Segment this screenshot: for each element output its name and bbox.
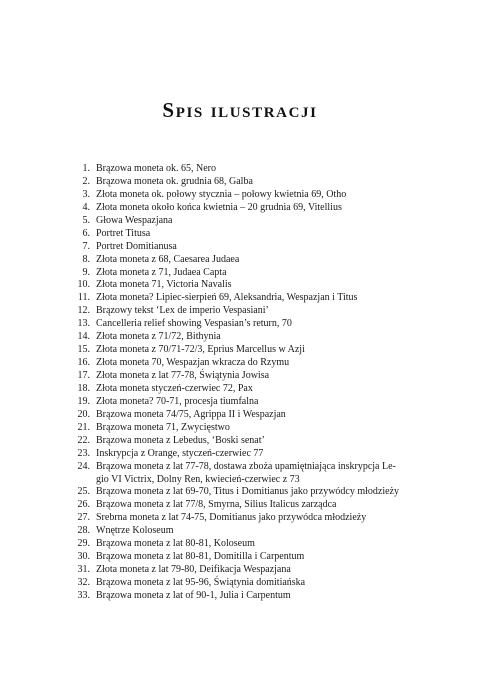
item-number: 1. xyxy=(82,163,90,174)
item-caption: Brązowa moneta ok. 65, Nero xyxy=(96,163,216,174)
item-caption: Brązowa moneta z lat 80-81, Domitilla i Carpentum xyxy=(96,551,305,563)
item-caption: Portret Titusa xyxy=(96,227,151,239)
list-item xyxy=(68,163,413,176)
list-item xyxy=(68,267,413,280)
list-item xyxy=(68,409,413,422)
list-item xyxy=(68,215,413,228)
item-caption: Złota moneta około końca kwietnia – 20 grudnia 69, Vitellius xyxy=(96,201,342,213)
item-number: 15. xyxy=(77,344,90,356)
item-caption: Brązowa moneta z lat 77/8, Smyrna, Silius Italicus zarządca xyxy=(96,499,337,511)
item-caption: Złota moneta z lat 79-80, Deifikacja Wespazjana xyxy=(96,564,291,576)
item-number: 24. xyxy=(77,460,90,472)
item-caption: Brązowa moneta 71, Zwycięstwo xyxy=(96,421,230,433)
item-number: 2. xyxy=(82,175,90,187)
list-item xyxy=(68,486,413,499)
list-item xyxy=(68,370,413,383)
list-item xyxy=(68,344,413,357)
item-caption: Cancelleria relief showing Vespasian’s return, 70 xyxy=(96,318,292,330)
list-item xyxy=(68,551,413,564)
item-number: 9. xyxy=(82,266,90,278)
item-caption: Brązowa moneta z lat 69-70, Titus i Domitianus jako przywódcy młodzieży xyxy=(96,486,399,498)
item-number: 28. xyxy=(77,525,90,537)
list-item xyxy=(68,538,413,551)
item-caption: Brązowa moneta z lat 80-81, Koloseum xyxy=(96,538,255,550)
item-caption: Złota moneta? Lipiec-sierpień 69, Aleksandria, Wespazjan i Titus xyxy=(96,292,358,304)
item-caption: Złota moneta z lat 77-78, Świątynia Jowisa xyxy=(96,370,270,381)
list-item xyxy=(68,512,413,525)
list-item xyxy=(68,305,413,318)
item-number: 26. xyxy=(77,499,90,511)
item-number: 14. xyxy=(77,331,90,343)
list-item xyxy=(68,396,413,409)
item-number: 23. xyxy=(77,447,90,459)
list-item xyxy=(68,448,413,461)
item-caption: Złota moneta z 71/72, Bithynia xyxy=(96,331,221,343)
list-item xyxy=(68,357,413,370)
item-number: 3. xyxy=(82,188,90,200)
list-item xyxy=(68,279,413,292)
list-item xyxy=(68,331,413,344)
list-item xyxy=(68,422,413,435)
list-item xyxy=(68,292,413,305)
item-caption: Głowa Wespazjana xyxy=(96,214,173,226)
item-caption: Brązowa moneta z lat of 90-1, Julia i Carpentum xyxy=(96,589,291,601)
illustration-list xyxy=(68,163,413,603)
list-item xyxy=(68,228,413,241)
page-title: Spis ilustracji xyxy=(162,98,318,122)
item-caption: Brązowa moneta ok. grudnia 68, Galba xyxy=(96,175,253,187)
item-caption: Złota moneta 71, Victoria Navalis xyxy=(96,279,232,291)
item-caption: Złota moneta? 70-71, procesja tiumfalna xyxy=(96,395,259,407)
item-caption: Brązowa moneta z Lebedus, ‘Boski senat’ xyxy=(96,434,265,446)
item-number: 20. xyxy=(77,408,90,420)
item-caption: Złota moneta ok. połowy stycznia – połowy kwietnia 69, Otho xyxy=(96,188,347,200)
item-caption: Złota moneta 70, Wespazjan wkracza do Rzymu xyxy=(96,357,290,369)
list-item xyxy=(68,461,413,487)
list-item xyxy=(68,525,413,538)
list-item xyxy=(68,577,413,590)
list-item xyxy=(68,189,413,202)
list-item xyxy=(68,564,413,577)
item-caption: Złota moneta z 71, Judaea Capta xyxy=(96,266,227,278)
list-item xyxy=(68,202,413,215)
list-item xyxy=(68,254,413,267)
item-caption: Srebrna moneta z lat 74-75, Domitianus jako przywódca młodzieży xyxy=(96,512,367,524)
item-caption: Brązowy tekst ‘Lex de imperio Vespasiani’ xyxy=(96,305,269,317)
item-caption: Inskrypcja z Orange, styczeń-czerwiec 77 xyxy=(96,447,264,459)
item-caption: Złota moneta z 70/71-72/3, Eprius Marcellus w Azji xyxy=(96,344,305,356)
item-caption: Złota moneta styczeń-czerwiec 72, Pax xyxy=(96,382,253,394)
item-number: 8. xyxy=(82,253,90,265)
item-number: 19. xyxy=(77,395,90,407)
item-number: 21. xyxy=(77,421,90,433)
item-caption: Brązowa moneta z lat 95-96, Świątynia domitiańska xyxy=(96,577,306,588)
item-caption: Złota moneta z 68, Caesarea Judaea xyxy=(96,253,240,265)
item-caption: Brązowa moneta 74/75, Agrippa II i Wespazjan xyxy=(96,408,286,420)
item-number: 11. xyxy=(77,292,90,304)
list-item xyxy=(68,176,413,189)
item-number: 31. xyxy=(77,564,90,576)
item-number: 29. xyxy=(77,538,90,550)
list-item xyxy=(68,590,413,603)
item-number: 16. xyxy=(77,357,90,369)
item-number: 6. xyxy=(82,227,90,239)
list-item xyxy=(68,241,413,254)
item-number: 12. xyxy=(77,305,90,317)
list-item xyxy=(68,499,413,512)
item-number: 25. xyxy=(77,486,90,498)
item-number: 33. xyxy=(77,589,90,601)
list-item xyxy=(68,435,413,448)
item-number: 5. xyxy=(82,214,90,226)
item-number: 4. xyxy=(82,201,90,213)
item-number: 22. xyxy=(77,434,90,446)
item-number: 13. xyxy=(77,318,90,330)
item-number: 10. xyxy=(77,279,90,291)
item-caption: Portret Domitianusa xyxy=(96,240,177,252)
item-number: 27. xyxy=(77,512,90,524)
item-number: 32. xyxy=(77,577,90,588)
item-caption: Brązowa moneta z lat 77-78, dostawa zboża upamiętniająca inskrypcja Le- gio VI Victrix, Dolny Ren, kwiecień-czerwiec z 73 xyxy=(96,460,396,485)
item-number: 7. xyxy=(82,240,90,252)
item-number: 17. xyxy=(77,370,90,381)
list-item xyxy=(68,383,413,396)
item-number: 18. xyxy=(77,382,90,394)
item-caption: Wnętrze Koloseum xyxy=(96,525,174,537)
list-item xyxy=(68,318,413,331)
item-number: 30. xyxy=(77,551,90,563)
